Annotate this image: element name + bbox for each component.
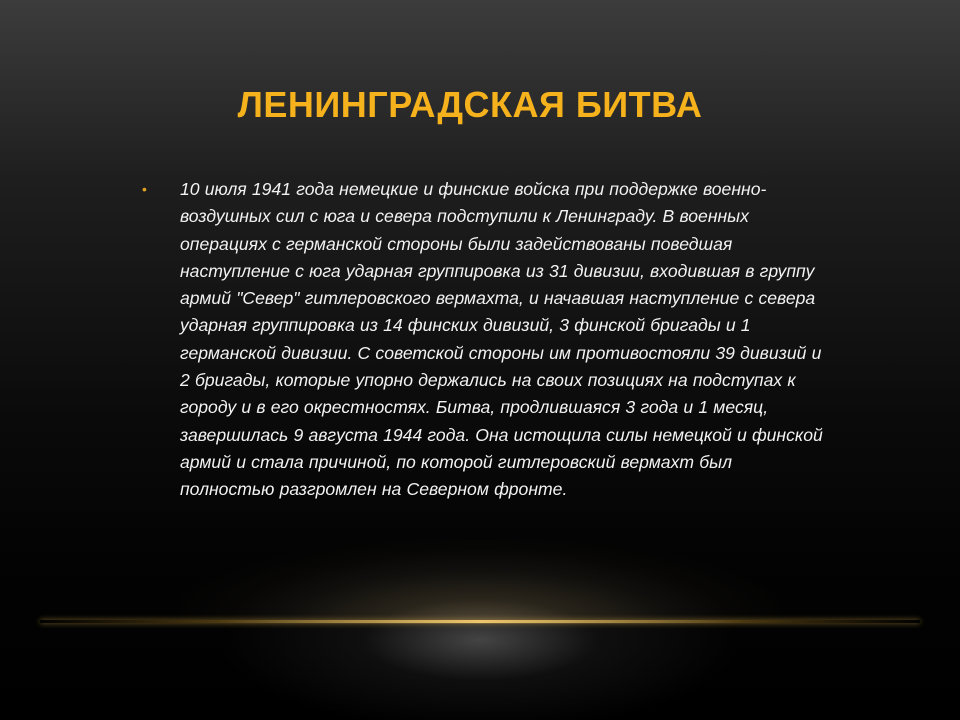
bottom-glow (180, 540, 780, 624)
decorative-gold-line (40, 620, 920, 623)
bullet-text: 10 июля 1941 года немецкие и финские войска при поддержке военно-воздушных сил с юга и севера подступили к Ленинграду. В военных операциях с германской стороны были задействованы поведшая наступление с юга ударная группировка из 31 дивизии, входившая в группу армий "Север" гитлеровского вермахта, и начавшая наступление с севера ударная группировка из 14 финских дивизий, 3 финской бригады и 1 германской дивизии. С советской стороны им противостояли 39 дивизий и 2 бригады, которые упорно держались на своих позициях на подступах к городу и в его окрестностях. Битва, продлившаяся 3 года и 1 месяц, завершилась 9 августа 1944 года. Она истощила силы немецкой и финской армий и стала причиной, по которой гитлеровский вермахт был полностью разгромлен на Северном фронте. (180, 179, 823, 500)
slide-title: ЛЕНИНГРАДСКАЯ БИТВА (237, 84, 703, 125)
slide-content (140, 176, 830, 504)
bullet-marker: • (142, 181, 147, 197)
bullet-item (140, 176, 830, 504)
